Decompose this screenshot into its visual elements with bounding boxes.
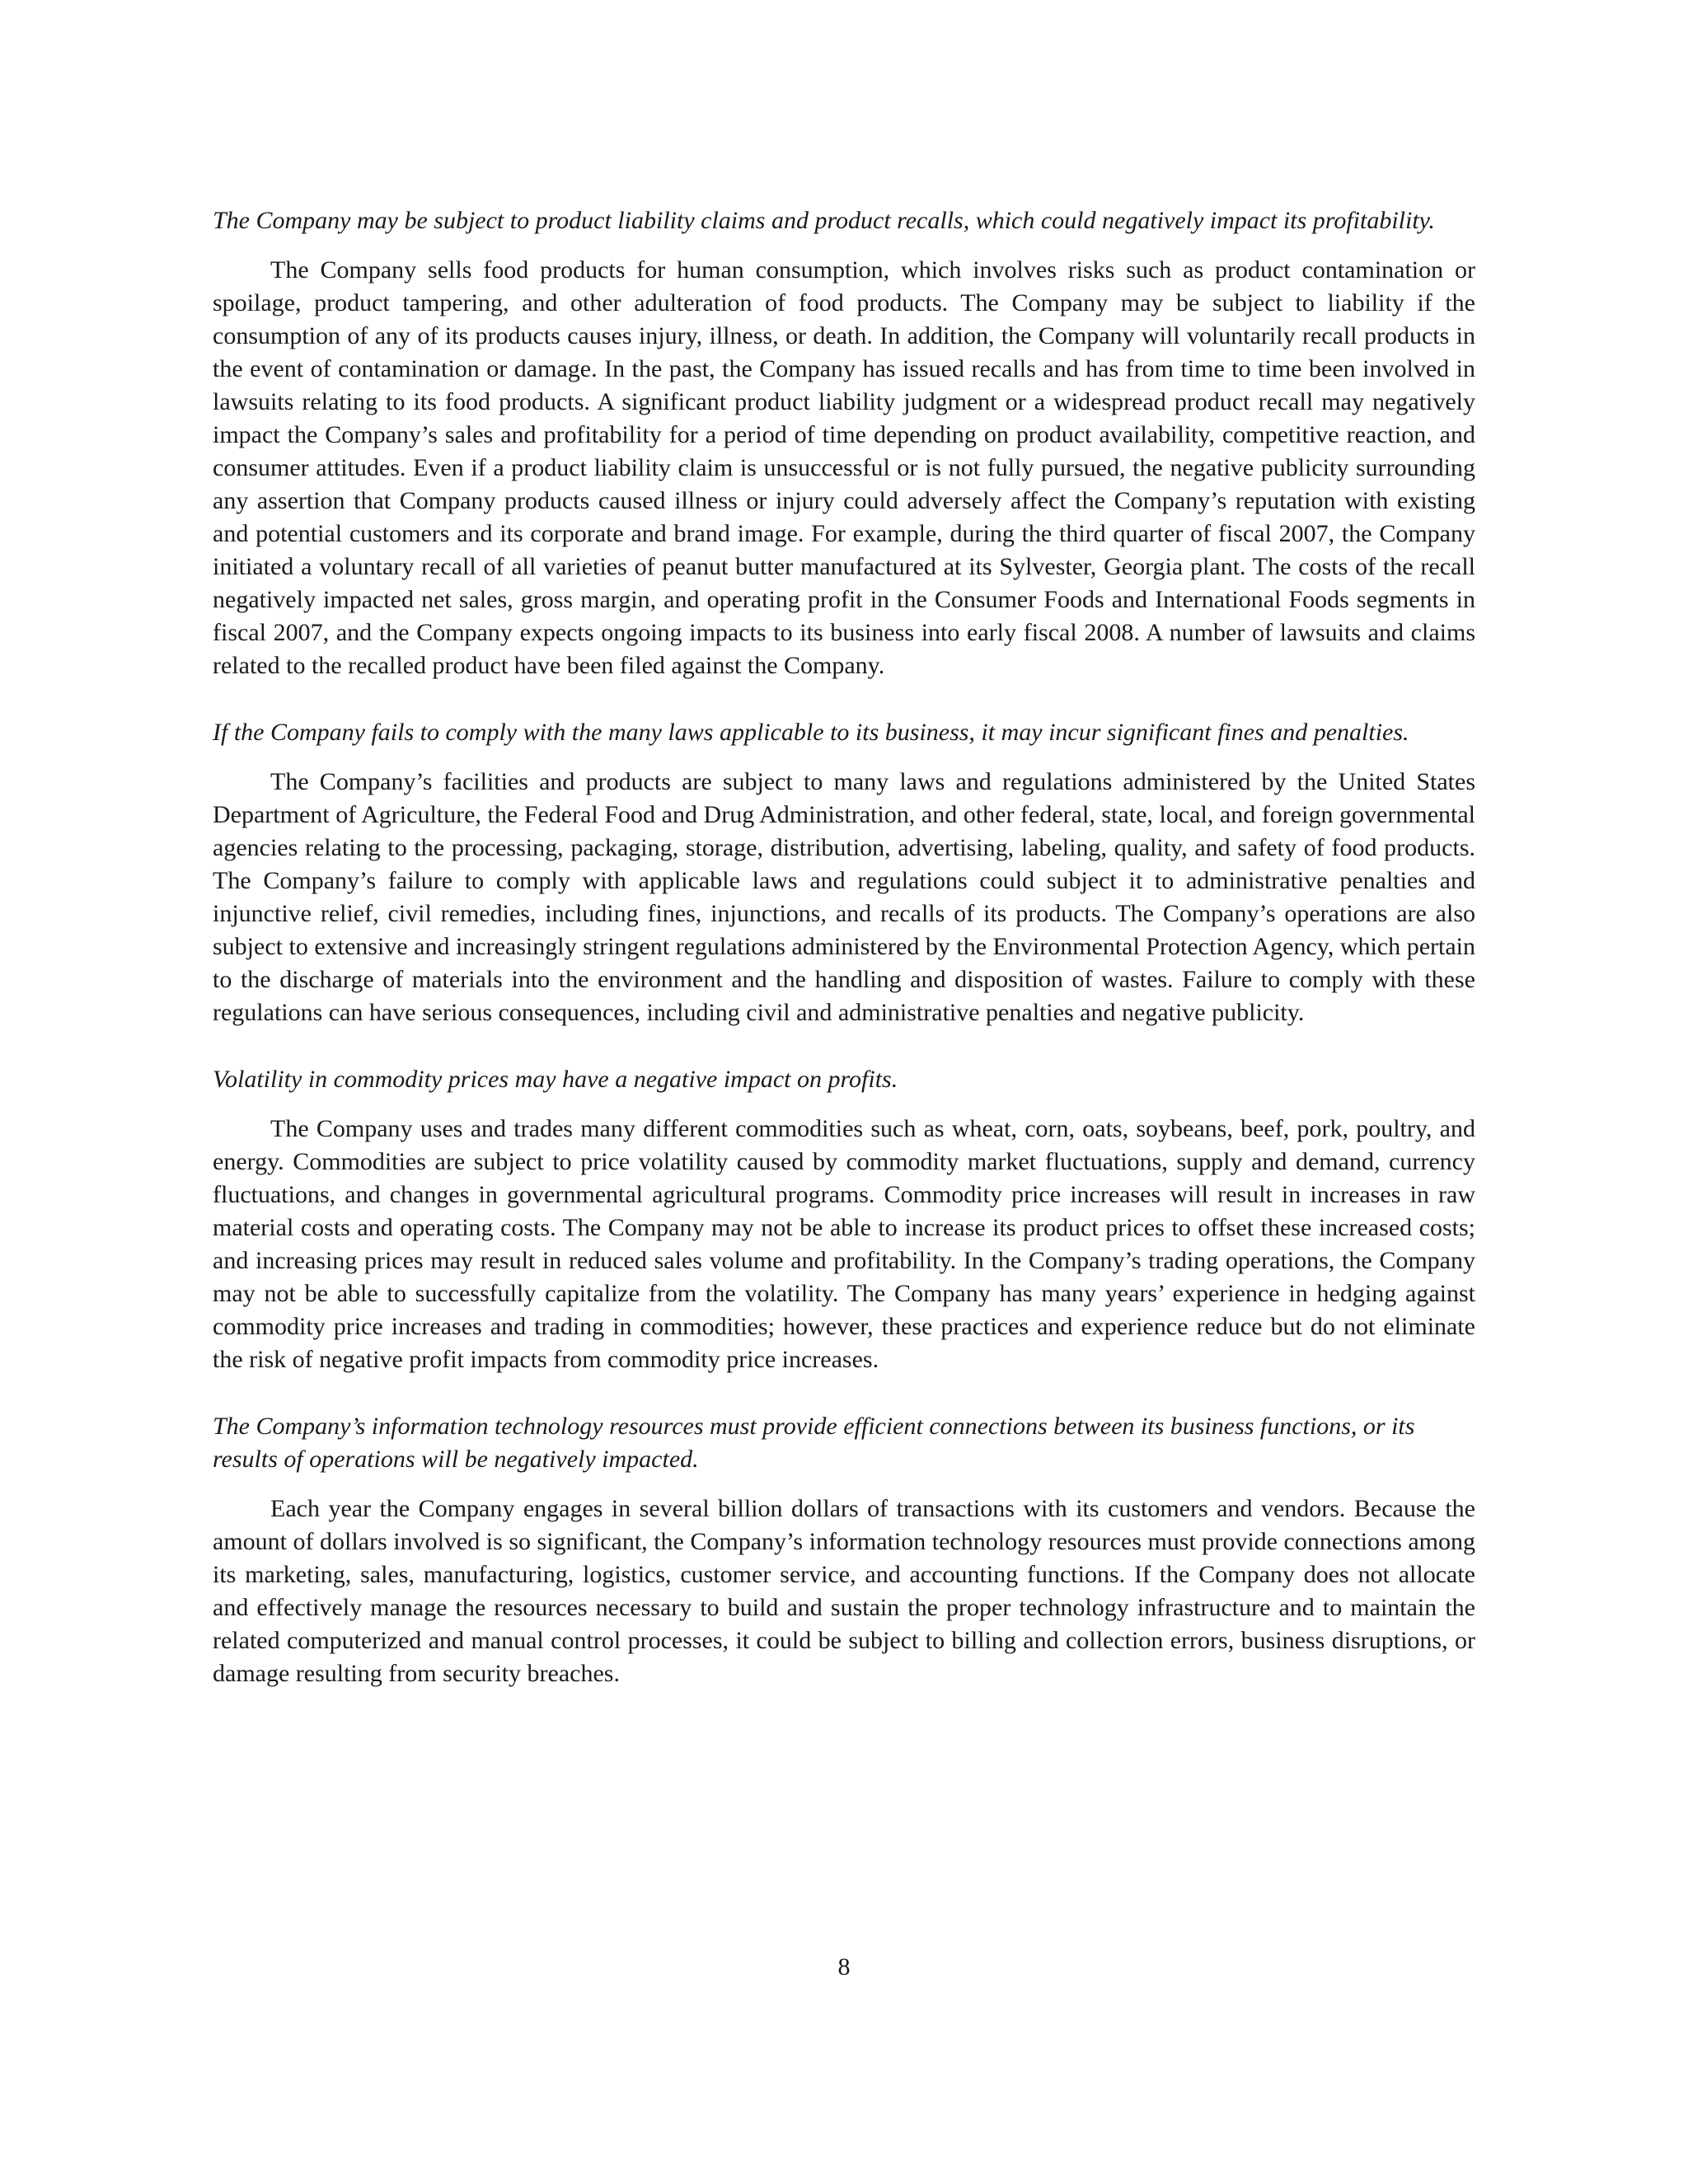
section-heading: The Company may be subject to product liability claims and product recalls, which could negatively impact its profitability. (213, 207, 1435, 234)
risk-section-laws-compliance (213, 716, 1475, 1029)
section-paragraph: The Company sells food products for human consumption, which involves risks such as product contamination or spoilage, product tampering, and other adulteration of food products. The Company may be subject to liability if the consumption of any of its products causes injury, illness, or death. In addition, the Company will voluntarily recall products in the event of contamination or damage. In the past, the Company has issued recalls and has from time to time been involved in lawsuits relating to its food products. A significant product liability judgment or a widespread product recall may negatively impact the Company’s sales and profitability for a period of time depending on product availability, competitive reaction, and consumer attitudes. Even if a product liability claim is unsuccessful or is not fully pursued, the negative publicity surrounding any assertion that Company products caused illness or injury could adversely affect the Company’s reputation with existing and potential customers and its corporate and brand image. For example, during the third quarter of fiscal 2007, the Company initiated a voluntary recall of all varieties of peanut butter manufactured at its Sylvester, Georgia plant. The costs of the recall negatively impacted net sales, gross margin, and operating profit in the Consumer Foods and International Foods segments in fiscal 2007, and the Company expects ongoing impacts to its business into early fiscal 2008. A number of lawsuits and claims related to the recalled product have been filed against the Company. (213, 256, 1475, 679)
section-heading: Volatility in commodity prices may have a negative impact on profits. (213, 1066, 898, 1093)
section-paragraph: The Company uses and trades many different commodities such as wheat, corn, oats, soybeans, beef, pork, poultry, and energy. Commodities are subject to price volatility caused by commodity market fluctuations, supply and demand, currency fluctuations, and changes in governmental agricultural programs. Commodity price increases will result in increases in raw material costs and operating costs. The Company may not be able to increase its product prices to offset these increased costs; and increasing prices may result in reduced sales volume and profitability. In the Company’s trading operations, the Company may not be able to successfully capitalize from the volatility. The Company has many years’ experience in hedging against commodity price increases and trading in commodities; however, these practices and experience reduce but do not eliminate the risk of negative profit impacts from commodity price increases. (213, 1115, 1475, 1373)
risk-section-commodity-prices (213, 1063, 1475, 1376)
document-page (213, 204, 1475, 1724)
section-heading: The Company’s information technology resources must provide efficient connections between its business functions, or its results of operations will be negatively impacted. (213, 1413, 1415, 1473)
risk-section-product-liability (213, 204, 1475, 682)
section-paragraph: Each year the Company engages in several billion dollars of transactions with its customers and vendors. Because the amount of dollars involved is so significant, the Company’s information technology resources must provide connections among its marketing, sales, manufacturing, logistics, customer service, and accounting functions. If the Company does not allocate and effectively manage the resources necessary to build and sustain the proper technology infrastructure and to maintain the related computerized and manual control processes, it could be subject to billing and collection errors, business disruptions, or damage resulting from security breaches. (213, 1495, 1475, 1687)
section-paragraph: The Company’s facilities and products are subject to many laws and regulations administered by the United States Department of Agriculture, the Federal Food and Drug Administration, and other federal, state, local, and foreign governmental agencies relating to the processing, packaging, storage, distribution, advertising, labeling, quality, and safety of food products. The Company’s failure to comply with applicable laws and regulations could subject it to administrative penalties and injunctive relief, civil remedies, including fines, injunctions, and recalls of its products. The Company’s operations are also subject to extensive and increasingly stringent regulations administered by the Environmental Protection Agency, which pertain to the discharge of materials into the environment and the handling and disposition of wastes. Failure to comply with these regulations can have serious consequences, including civil and administrative penalties and negative publicity. (213, 768, 1475, 1026)
page-number: 8 (837, 1953, 851, 1980)
risk-section-information-technology (213, 1410, 1475, 1690)
section-heading: If the Company fails to comply with the many laws applicable to its business, it may incur significant fines and penalties. (213, 719, 1409, 746)
